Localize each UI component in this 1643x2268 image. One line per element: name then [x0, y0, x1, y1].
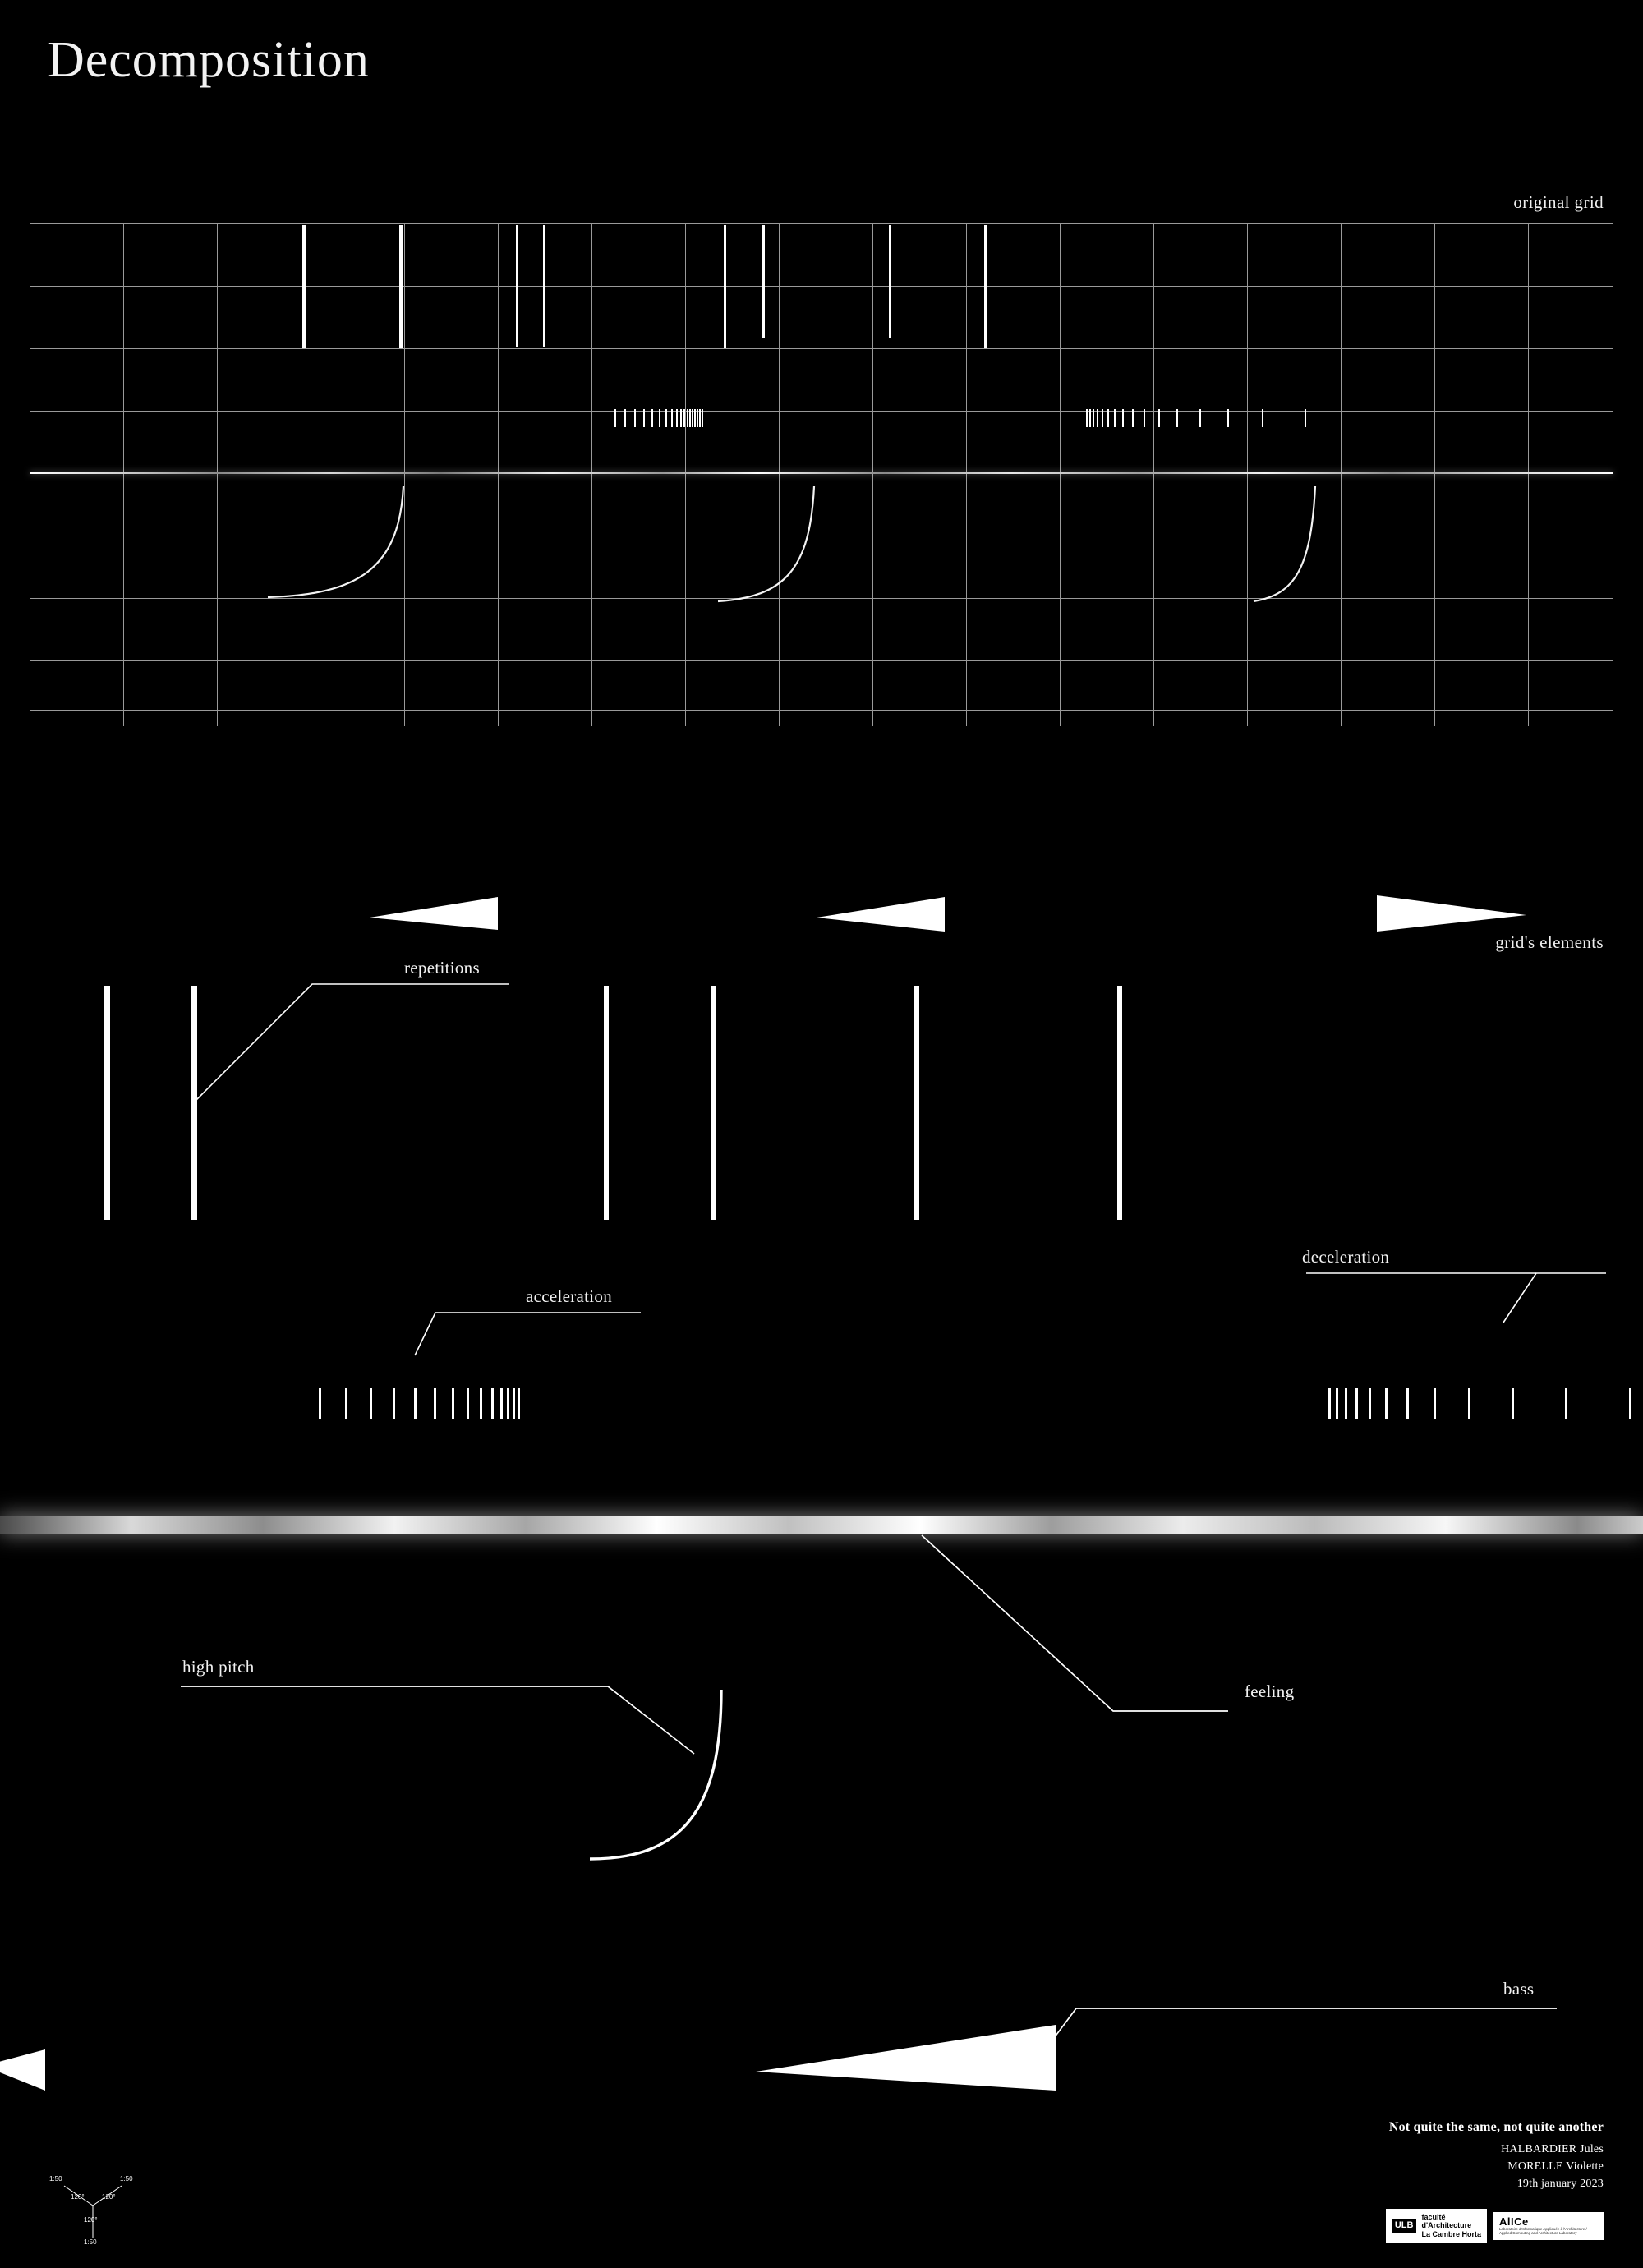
- section-label-original-grid: original grid: [1513, 192, 1604, 212]
- scale-len-right: 1:50: [120, 2175, 133, 2183]
- callout-high-pitch: high pitch: [182, 1657, 255, 1677]
- alice-subtitle: Laboratoire d'Informatique Appliquée à l'Architecture / Applied Computing and Architecture Laboratory: [1499, 2226, 1587, 2236]
- grid-curves-and-triangles: [30, 223, 1613, 726]
- ulb-line-2: d'Architecture: [1421, 2221, 1472, 2230]
- scale-len-left: 1:50: [49, 2175, 62, 2183]
- scale-angle-left: 120°: [71, 2193, 85, 2201]
- repetitions-leader-line: [0, 945, 1643, 1454]
- scale-angle-right: 120°: [102, 2193, 116, 2201]
- footer-credits: [1389, 2120, 1604, 2192]
- original-grid-diagram: [30, 223, 1613, 726]
- ulb-logo: [1386, 2209, 1487, 2243]
- author-1: HALBARDIER Jules: [1501, 2143, 1604, 2155]
- ulb-line-3: La Cambre Horta: [1421, 2230, 1481, 2239]
- scale-len-bottom: 1:50: [84, 2238, 97, 2245]
- callout-deceleration: deceleration: [1302, 1247, 1390, 1267]
- date: 19th january 2023: [1516, 2178, 1604, 2190]
- callout-repetitions: repetitions: [404, 958, 480, 978]
- callout-bass: bass: [1503, 1979, 1535, 1999]
- ulb-line-1: faculté: [1421, 2212, 1446, 2221]
- section-label-grid-elements: grid's elements: [1495, 932, 1604, 952]
- alice-title: AlICe: [1499, 2215, 1529, 2228]
- page-title: Decomposition: [48, 32, 370, 88]
- scale-angle-bottom: 120°: [84, 2216, 98, 2224]
- ulb-mark: ULB: [1392, 2219, 1417, 2233]
- grid-elements-diagram: [0, 945, 1643, 1454]
- scale-compass: [31, 2163, 154, 2245]
- callout-acceleration: acceleration: [526, 1286, 613, 1306]
- project-title: Not quite the same, not quite another: [1388, 2120, 1604, 2134]
- callout-feeling: feeling: [1245, 1681, 1295, 1701]
- logo-row: [1386, 2209, 1604, 2243]
- ulb-faculty-text: [1421, 2213, 1481, 2239]
- author-2: MORELLE Violette: [1507, 2160, 1604, 2173]
- alice-logo: [1493, 2212, 1604, 2240]
